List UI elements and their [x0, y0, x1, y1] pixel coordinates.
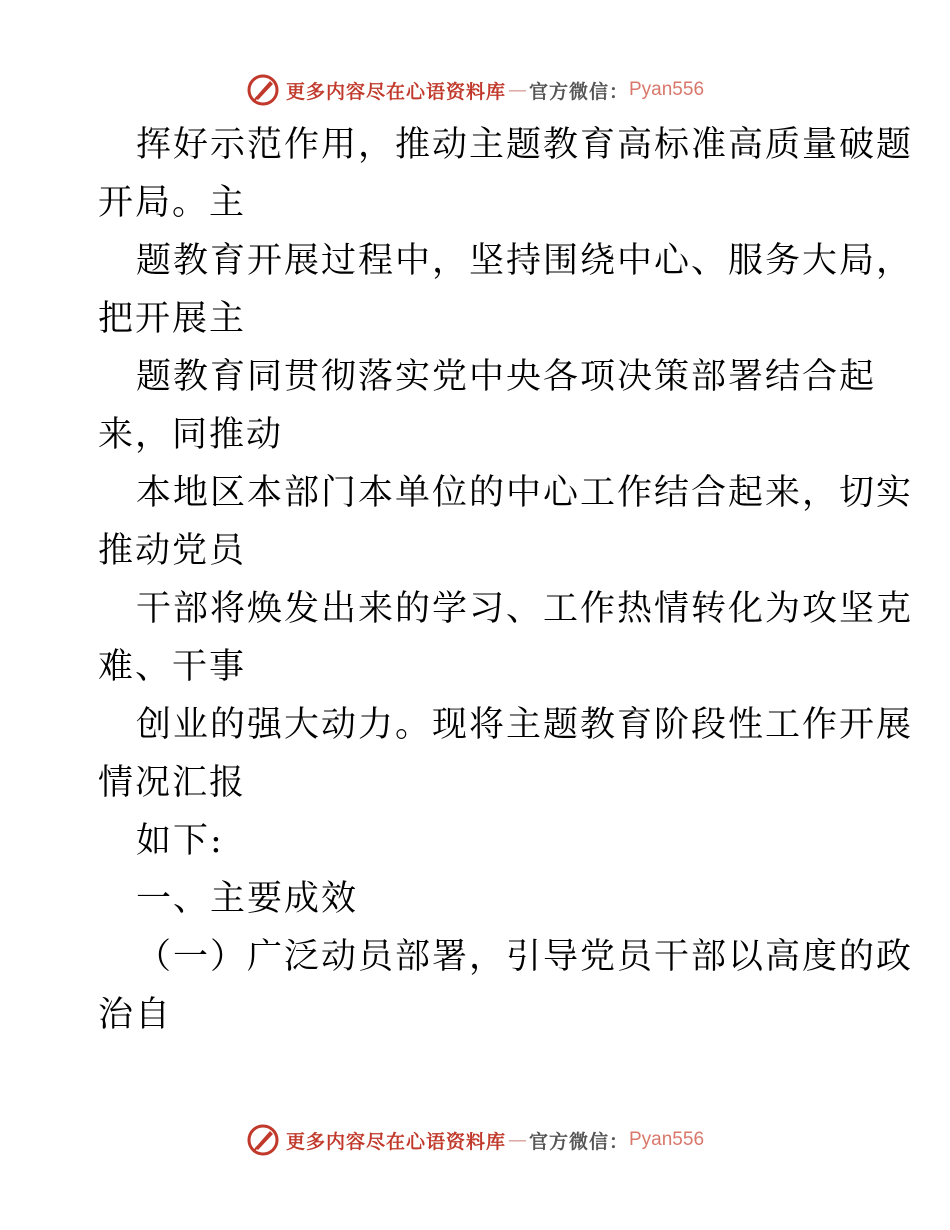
- quill-logo-icon: [246, 1123, 280, 1157]
- body-line: 题教育同贯彻落实党中央各项决策部署结合起: [136, 357, 877, 397]
- body-line: 推动党员: [98, 531, 247, 571]
- body-line: 难、干事: [98, 647, 247, 687]
- body-line: 干部将焕发出来的学习、工作热情转化为攻坚克: [136, 589, 914, 629]
- body-line: 治自: [98, 995, 173, 1035]
- body-line: 创业的强大动力。现将主题教育阶段性工作开展: [136, 705, 914, 745]
- footer-banner: [0, 1120, 950, 1160]
- banner-text: 更多内容尽在心语资料库: [285, 1130, 506, 1153]
- body-text: [98, 116, 914, 1044]
- banner-text: 更多内容尽在心语资料库: [285, 80, 506, 103]
- banner-wechat-id: Pyan556: [629, 79, 705, 100]
- body-line: 题教育开展过程中，坚持围绕中心、服务大局，: [136, 241, 914, 281]
- body-line: 把开展主: [98, 299, 247, 339]
- subsection-heading: （一）广泛动员部署，引导党员干部以高度的政: [136, 937, 914, 977]
- body-line: 开局。主: [98, 183, 247, 223]
- body-line: 来，同推动: [98, 415, 284, 455]
- body-line: 本地区本部门本单位的中心工作结合起来，切实: [136, 473, 914, 513]
- body-line: 挥好示范作用，推动主题教育高标准高质量破题: [136, 125, 914, 165]
- banner-wechat-id: Pyan556: [629, 1129, 705, 1150]
- section-heading: 一、主要成效: [136, 879, 359, 919]
- banner-separator: —: [507, 1129, 527, 1151]
- body-line: 如下:: [136, 821, 224, 861]
- banner-wechat-label: 官方微信：: [528, 80, 629, 103]
- quill-logo-icon: [246, 73, 280, 107]
- body-line: 情况汇报: [98, 763, 247, 803]
- header-banner: [0, 70, 950, 110]
- banner-separator: —: [507, 79, 527, 101]
- banner-wechat-label: 官方微信：: [528, 1130, 629, 1153]
